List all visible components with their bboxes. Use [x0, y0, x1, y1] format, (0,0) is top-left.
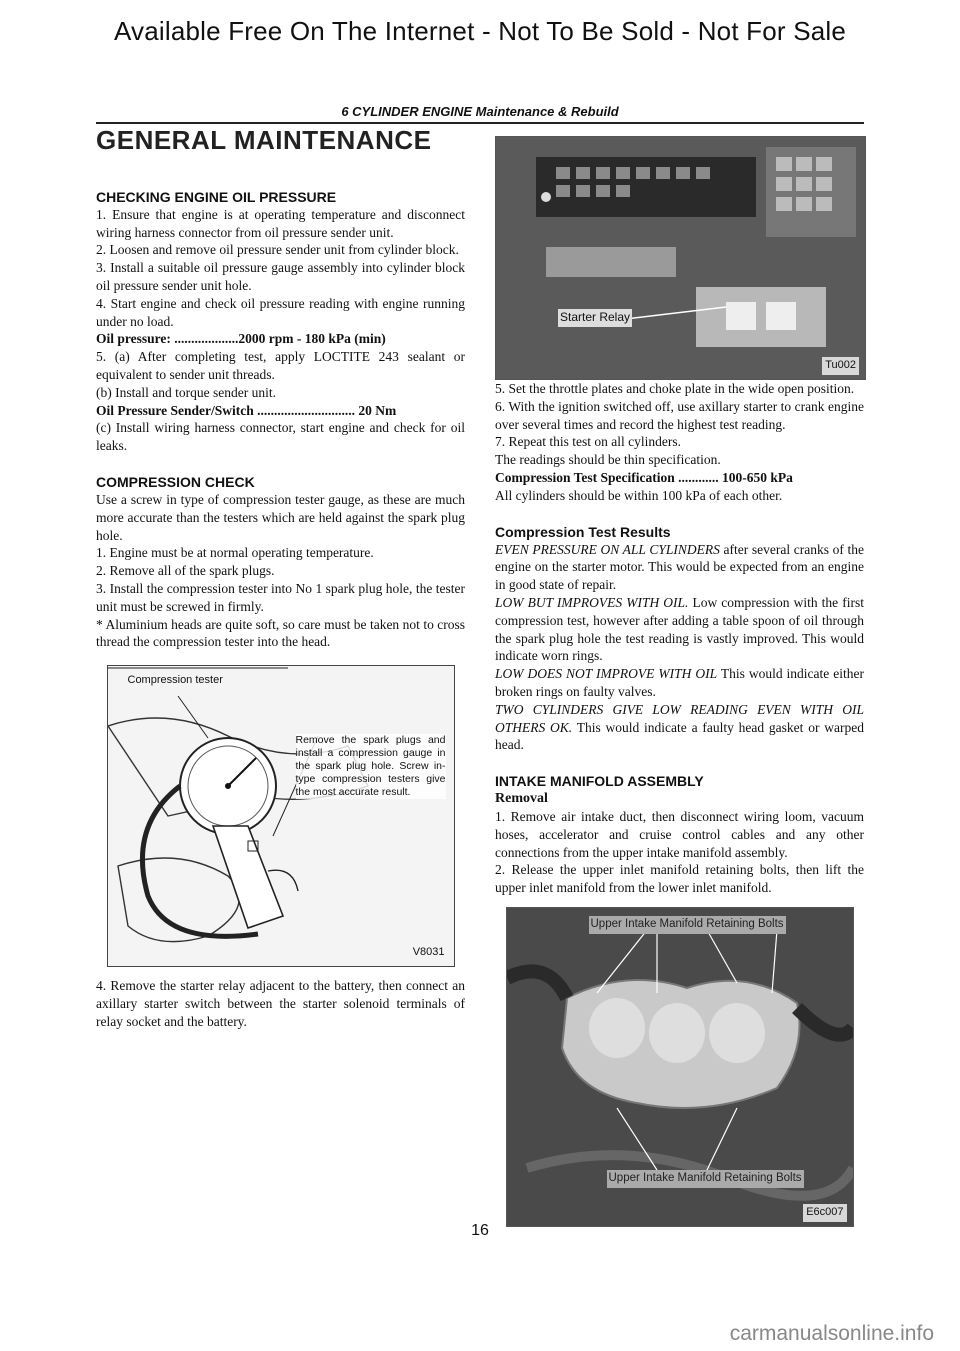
- intake-heading: INTAKE MANIFOLD ASSEMBLY: [495, 773, 704, 790]
- result-text: Low compression with the first compression test, however after adding a table spoon of oil through the spark plug hole the test reading is vastly improved. This would indicate worn rings.: [495, 594, 864, 664]
- result-condition: EVEN PRESSURE ON ALL CYLINDERS: [495, 541, 720, 557]
- starter-relay-photo: [495, 136, 866, 380]
- paragraph: 5. (a) After completing test, apply LOCTITE 243 sealant or equivalent to sender unit threads.: [96, 349, 465, 382]
- paragraph: 1. Engine must be at normal operating temperature.: [96, 545, 374, 561]
- result-paragraph: [495, 541, 864, 594]
- paragraph: (c) Install wiring harness connector, start engine and check for oil leaks.: [96, 420, 465, 454]
- intake-manifold-photo: [506, 907, 854, 1227]
- paragraph: 2. Remove all of the spark plugs.: [96, 563, 275, 579]
- header-rule: [96, 122, 864, 124]
- results-heading: Compression Test Results: [495, 523, 671, 540]
- paragraph: 2. Loosen and remove oil pressure sender unit from cylinder block.: [96, 242, 459, 258]
- paragraph: 5. Set the throttle plates and choke plate in the wide open position.: [495, 381, 855, 396]
- sender-torque-spec: Oil Pressure Sender/Switch ............................. 20 Nm: [96, 402, 397, 418]
- paragraph: (b) Install and torque sender unit.: [96, 384, 276, 400]
- paragraph: 6. With the ignition switched off, use axillary starter to crank engine over several times and record the highest test reading.: [495, 398, 864, 432]
- compression-tester-label: Compression tester: [127, 674, 223, 687]
- oil-pressure-heading: CHECKING ENGINE OIL PRESSURE: [96, 188, 337, 205]
- lower-bolts-label: Upper Intake Manifold Retaining Bolts: [607, 1170, 804, 1188]
- left-column: [96, 125, 465, 1031]
- upper-bolts-label: Upper Intake Manifold Retaining Bolts: [589, 916, 786, 934]
- paragraph: 7. Repeat this test on all cylinders.: [495, 434, 681, 450]
- figure-code: E6c007: [803, 1204, 846, 1222]
- figure-code: Tu002: [822, 357, 859, 375]
- result-text: after several cranks of the engine on the starter motor. This would be expected from an engine in good state of repair.: [495, 541, 864, 593]
- result-condition: LOW BUT IMPROVES WITH OIL.: [495, 594, 689, 610]
- paragraph: All cylinders should be within 100 kPa of each other.: [495, 487, 783, 503]
- result-condition: LOW DOES NOT IMPROVE WITH OIL: [495, 666, 718, 682]
- result-paragraph: [495, 594, 864, 665]
- result-paragraph: [495, 665, 864, 701]
- paragraph: 3. Install the compression tester into No 1 spark plug hole, the tester unit must be screwed in firmly.: [96, 580, 465, 614]
- compression-tester-figure: [107, 665, 455, 967]
- paragraph: 3. Install a suitable oil pressure gauge assembly into cylinder block oil pressure sender unit hole.: [96, 260, 465, 293]
- result-paragraph: [495, 701, 864, 754]
- footer-url: carmanualsonline.info: [729, 1322, 934, 1345]
- compression-spec: Compression Test Specification ............ 100-650 kPa: [495, 469, 793, 485]
- compression-heading: COMPRESSION CHECK: [96, 473, 255, 490]
- paragraph: Use a screw in type of compression tester gauge, as these are much more accurate than the testers which are held against the spark plug hole.: [96, 491, 465, 543]
- page-title: GENERAL MAINTENANCE: [96, 125, 432, 155]
- fuse-box-illustration: [496, 137, 865, 379]
- result-text: This would indicate a faulty head gasket or warped head.: [495, 719, 864, 753]
- figure-code: V8031: [412, 946, 445, 959]
- paragraph: 1. Ensure that engine is at operating temperature and disconnect wiring harness connector from oil pressure sender unit.: [96, 206, 465, 240]
- oil-pressure-spec: Oil pressure: ...................2000 rpm - 180 kPa (min): [96, 331, 386, 347]
- paragraph: 4. Remove the starter relay adjacent to the battery, then connect an axillary starter switch between the starter solenoid terminals of relay socket and the battery.: [96, 978, 465, 1029]
- result-text: This would indicate either broken rings on faulty valves.: [495, 666, 864, 699]
- paragraph: The readings should be thin specification.: [495, 452, 721, 468]
- paragraph: * Aluminium heads are quite soft, so care must be taken not to cross thread the compression tester into the head.: [96, 616, 465, 650]
- paragraph: 4. Start engine and check oil pressure reading with engine running under no load.: [96, 295, 465, 329]
- paragraph: 1. Remove air intake duct, then disconnect wiring loom, vacuum hoses, accelerator and cruise control cables and any other connections from the upper intake manifold assembly.: [495, 808, 864, 860]
- running-head: 6 CYLINDER ENGINE Maintenance & Rebuild: [341, 104, 619, 119]
- starter-relay-label: Starter Relay: [558, 309, 632, 327]
- compression-gauge-illustration: [108, 666, 454, 966]
- watermark-banner: Available Free On The Internet - Not To Be Sold - Not For Sale: [113, 16, 847, 46]
- right-column: [495, 136, 864, 1227]
- page-number: 16: [471, 1222, 489, 1239]
- paragraph: 2. Release the upper inlet manifold retaining bolts, then lift the upper inlet manifold from the lower inlet manifold.: [495, 862, 864, 896]
- result-condition: TWO CYLINDERS GIVE LOW READING EVEN WITH OIL OTHERS OK.: [495, 701, 864, 735]
- removal-subheading: Removal: [495, 791, 548, 807]
- compression-figure-caption: Remove the spark plugs and install a compression gauge in the spark plug hole. Screw in-type compression testers give the most accurate result.: [295, 734, 446, 799]
